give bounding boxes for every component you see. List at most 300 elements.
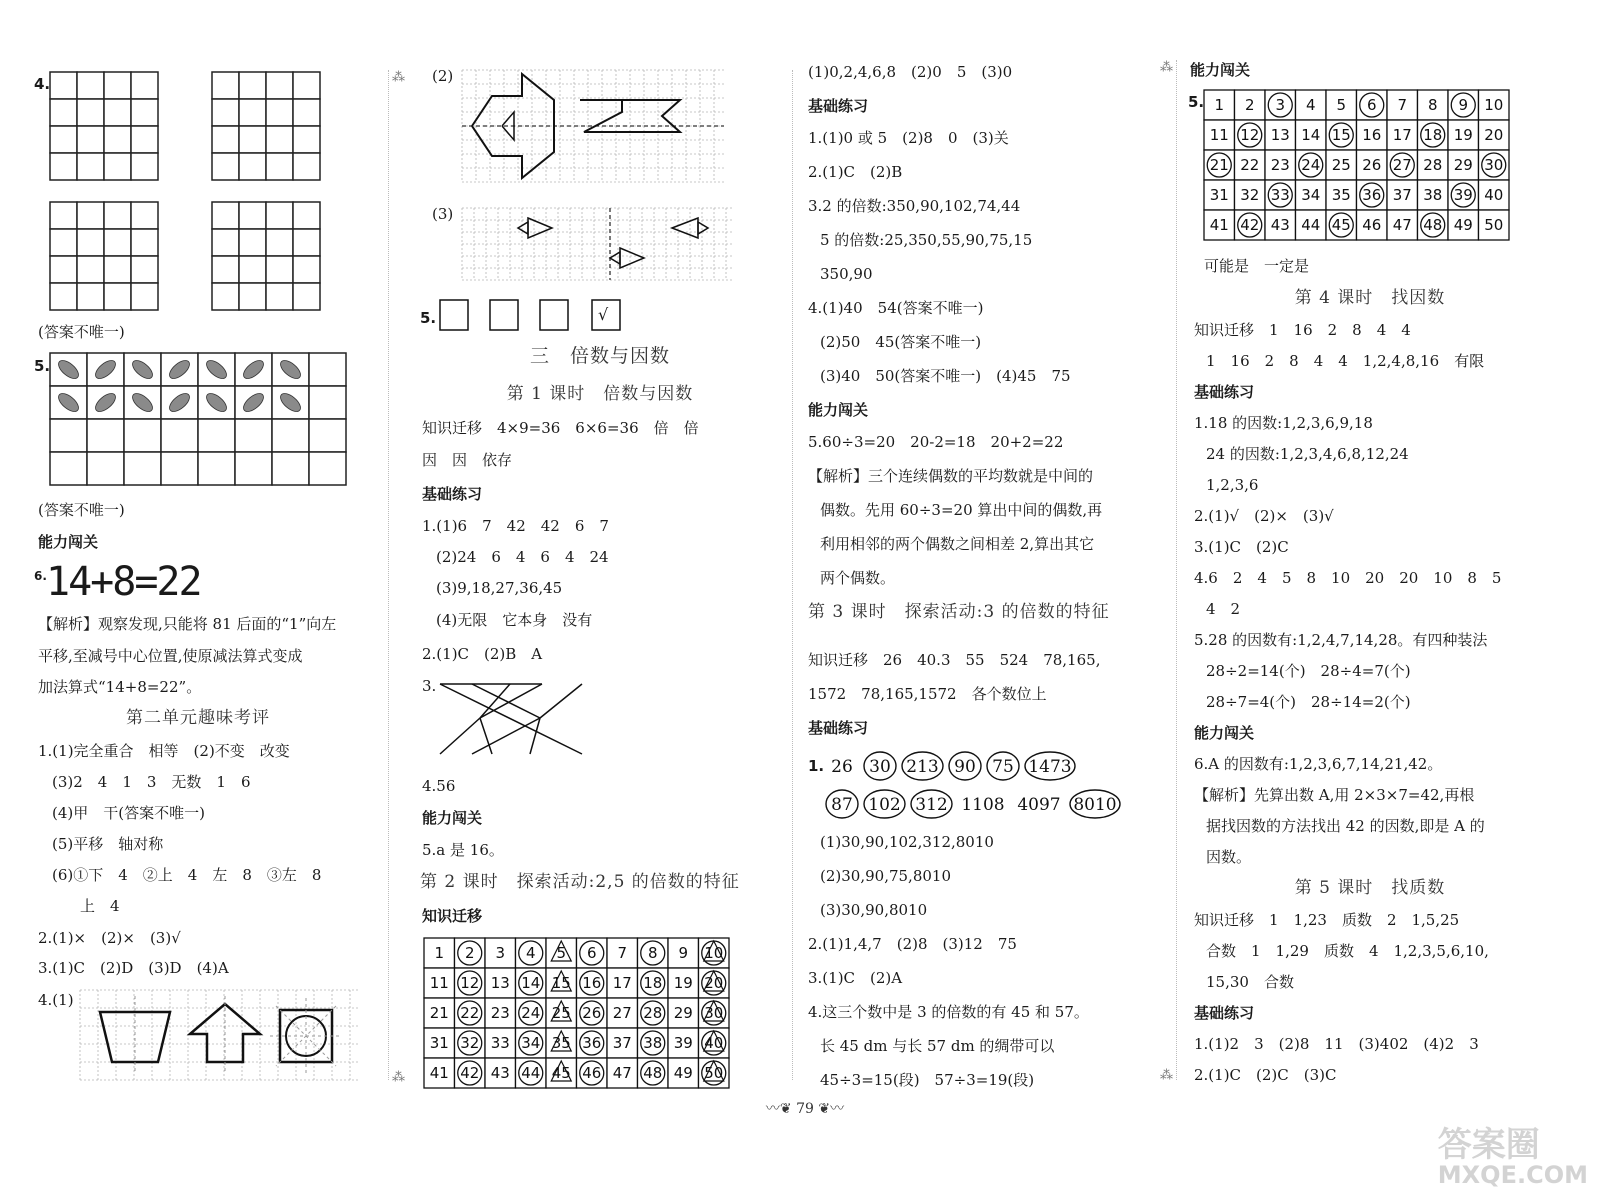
table-number: 34: [1301, 186, 1321, 204]
table-number: 2: [464, 944, 475, 962]
table-number: 29: [1453, 156, 1473, 174]
grid-cell: [50, 202, 77, 229]
table-number: 49: [673, 1064, 693, 1082]
grid-cell: [104, 283, 131, 310]
line: (1)0,2,4,6,8 (2)0 5 (3)0: [808, 63, 1013, 81]
table-number: 50: [1484, 216, 1504, 234]
grid-cell: [124, 452, 161, 485]
q5-label: 5.: [34, 357, 51, 375]
q6-label: 6.: [34, 569, 47, 583]
grid-cell: [50, 126, 77, 153]
grid-cell: [235, 419, 272, 452]
table-number: 35: [1331, 186, 1351, 204]
matching-lines: [432, 678, 592, 760]
grid-cell: [293, 256, 320, 283]
line: (3)40 50(答案不唯一) (4)45 75: [820, 367, 1071, 385]
table-number: 15: [551, 974, 571, 992]
line: 5.60÷3=20 20-2=18 20+2=22: [808, 433, 1064, 451]
grid-cell: [309, 419, 346, 452]
table-number: 40: [704, 1034, 724, 1052]
grid-cell: [212, 202, 239, 229]
grid-cell: [131, 202, 158, 229]
table-number: 47: [612, 1064, 632, 1082]
note-answer-not-unique: (答案不唯一): [38, 323, 125, 341]
section-ability: 能力闯关: [808, 401, 869, 419]
basic-line: 2.(1)C (2)B A: [422, 645, 543, 663]
table-number: 39: [1453, 186, 1473, 204]
line: 利用相邻的两个偶数之间相差 2,算出其它: [820, 535, 1095, 553]
grid-cell: [239, 202, 266, 229]
line: 4.这三个数中是 3 的倍数的有 45 和 57。: [808, 1003, 1089, 1021]
q5-label: 5.: [420, 309, 437, 327]
circled-number: 26: [831, 757, 853, 777]
watermark-logo: 答案圈: [1437, 1125, 1540, 1165]
text-line: 4.6 2 4 5 8 10 20 20 10 8 5: [1194, 569, 1502, 587]
grid-cell: [131, 99, 158, 126]
table-number: 14: [521, 974, 541, 992]
grid-cell: [293, 202, 320, 229]
column-divider: [388, 70, 389, 1080]
analysis-line-1: 【解析】观察发现,只能将 81 后面的“1”向左: [38, 615, 337, 633]
grid-d: [212, 202, 320, 310]
grid-cell: [293, 229, 320, 256]
table-number: 19: [673, 974, 693, 992]
table-number: 15: [1331, 126, 1351, 144]
chapter-title: 三 倍数与因数: [529, 345, 670, 367]
grid-cell: [77, 99, 104, 126]
line: 3.(1)C (2)A: [808, 969, 903, 987]
grid-cell: [266, 72, 293, 99]
text-line: 24 的因数:1,2,3,4,6,8,12,24: [1206, 445, 1409, 463]
item-line: (3)2 4 1 3 无数 1 6: [52, 773, 251, 791]
table-number: 21: [1209, 156, 1229, 174]
item-line: 2.(1)× (2)× (3)√: [38, 929, 181, 947]
line: 偶数。先用 60÷3=20 算出中间的偶数,再: [820, 501, 1103, 519]
grid-cell: [131, 256, 158, 283]
watermark-url: MXQE.COM: [1437, 1161, 1588, 1189]
table-number: 11: [429, 974, 449, 992]
text-line: 15,30 合数: [1206, 973, 1294, 991]
table-number: 27: [612, 1004, 632, 1022]
table-number: 45: [551, 1064, 571, 1082]
after-table: 可能是 一定是: [1204, 257, 1310, 275]
grid-cell: [293, 283, 320, 310]
table-number: 16: [1362, 126, 1382, 144]
table-number: 22: [1240, 156, 1260, 174]
line: 5 的倍数:25,350,55,90,75,15: [820, 231, 1033, 249]
table-number: 5: [556, 944, 567, 962]
grid-cell: [266, 99, 293, 126]
table-number: 36: [1362, 186, 1382, 204]
table-number: 4: [525, 944, 536, 962]
grid-cell: [212, 126, 239, 153]
section-ability: 能力闯关: [38, 533, 99, 551]
grid-c: [50, 202, 158, 310]
table-number: 44: [1301, 216, 1321, 234]
grid-cell: [212, 72, 239, 99]
table-number: 24: [521, 1004, 541, 1022]
knowledge-line-2: 1572 78,165,1572 各个数位上: [808, 685, 1047, 703]
table-number: 32: [460, 1034, 480, 1052]
text-line: 据找因数的方法找出 42 的因数,即是 A 的: [1206, 817, 1485, 835]
grid-cell: [50, 153, 77, 180]
table-number: 42: [460, 1064, 480, 1082]
grid-cell: [235, 452, 272, 485]
table-number: 23: [1270, 156, 1290, 174]
table-number: 12: [1240, 126, 1260, 144]
table-number: 47: [1392, 216, 1412, 234]
knowledge-line-2: 因 因 依存: [422, 451, 513, 469]
grid-cell: [104, 72, 131, 99]
grid-cell: [131, 153, 158, 180]
grid-cell: [87, 452, 124, 485]
grid-cell: [309, 452, 346, 485]
table-number: 25: [551, 1004, 571, 1022]
grid-cell: [239, 283, 266, 310]
grid-cell: [293, 153, 320, 180]
table-number: 28: [643, 1004, 663, 1022]
table-number: 6: [1366, 96, 1377, 114]
part-2-label: (2): [432, 67, 454, 85]
grid-cell: [104, 126, 131, 153]
line: 4.(1)40 54(答案不唯一): [808, 299, 984, 317]
grid-cell: [239, 99, 266, 126]
grid-cell: [293, 72, 320, 99]
circled-number: 8010: [1073, 795, 1117, 815]
table-number: 8: [647, 944, 658, 962]
line: 【解析】三个连续偶数的平均数就是中间的: [808, 467, 1094, 485]
circled-number: 30: [869, 757, 891, 777]
q4-label: 4.: [34, 75, 51, 93]
table-number: 25: [1331, 156, 1351, 174]
item-line: 上 4: [80, 897, 120, 915]
hundred-table-circled: [1204, 90, 1510, 242]
q5-label: 5.: [1188, 93, 1205, 111]
basic-line: (2)24 6 4 6 4 24: [436, 548, 609, 566]
grid-cell: [212, 256, 239, 283]
grid-cell: [212, 153, 239, 180]
line: 2.(1)C (2)B: [808, 163, 903, 181]
unit-title: 第二单元趣味考评: [126, 708, 270, 728]
table-number: 11: [1209, 126, 1229, 144]
table-number: 31: [429, 1034, 449, 1052]
table-number: 36: [582, 1034, 602, 1052]
table-number: 33: [1270, 186, 1290, 204]
grid-cell: [161, 452, 198, 485]
lesson-title-2: 第 2 课时 探索活动:2,5 的倍数的特征: [420, 872, 740, 892]
hundred-table-multiples-2-5: [424, 938, 730, 1093]
text-line: 1.18 的因数:1,2,3,6,9,18: [1194, 414, 1373, 432]
table-number: 26: [582, 1004, 602, 1022]
section-ability: 能力闯关: [422, 809, 483, 827]
table-number: 27: [1392, 156, 1412, 174]
ornament-icon: ⁂: [392, 70, 405, 85]
leaf-grid: [50, 353, 348, 487]
grid-cell: [131, 283, 158, 310]
table-number: 19: [1453, 126, 1473, 144]
basic-line: 3.: [422, 677, 437, 695]
table-number: 1: [434, 944, 445, 962]
table-number: 21: [429, 1004, 449, 1022]
table-number: 17: [1392, 126, 1412, 144]
grid-cell: [104, 256, 131, 283]
analysis-line-3: 加法算式“14+8=22”。: [38, 678, 202, 696]
section-basic: 基础练习: [808, 97, 869, 115]
item-line: (6)①下 4 ②上 4 左 8 ③左 8: [52, 866, 322, 884]
table-number: 9: [1458, 96, 1469, 114]
page-footer: [745, 1098, 865, 1118]
grid-cell: [293, 99, 320, 126]
item-line: 3.(1)C (2)D (3)D (4)A: [38, 959, 229, 977]
check-mark: √: [598, 305, 609, 324]
table-number: 38: [643, 1034, 663, 1052]
grid-cell: [131, 126, 158, 153]
section-basic: 基础练习: [422, 485, 483, 503]
table-number: 17: [612, 974, 632, 992]
circled-number: 90: [954, 757, 976, 777]
grid-cell: [239, 72, 266, 99]
ornament-icon: ❦〰: [818, 1101, 845, 1117]
grid-cell: [104, 202, 131, 229]
basic-line: 1.(1)6 7 42 42 6 7: [422, 517, 609, 535]
table-number: 9: [678, 944, 689, 962]
line: (2)30,90,75,8010: [820, 867, 951, 885]
table-number: 14: [1301, 126, 1321, 144]
grid-cell: [239, 229, 266, 256]
text-line: 知识迁移 1 16 2 8 4 4: [1194, 321, 1411, 339]
table-number: 37: [1392, 186, 1412, 204]
lesson-title-5: 第 5 课时 找质数: [1294, 878, 1446, 898]
table-number: 41: [429, 1064, 449, 1082]
table-number: 39: [673, 1034, 693, 1052]
table-number: 16: [582, 974, 602, 992]
item-line: 1.(1)完全重合 相等 (2)不变 改变: [38, 742, 290, 760]
table-number: 23: [490, 1004, 510, 1022]
text-line: 2.(1)√ (2)× (3)√: [1194, 507, 1334, 525]
section-heading: 基础练习: [1194, 383, 1255, 401]
analysis-line-2: 平移,至减号中心位置,使原减法算式变成: [38, 647, 303, 665]
circled-label: 1.: [808, 757, 825, 775]
item-line: 4.(1): [38, 991, 74, 1009]
column-divider: [792, 70, 793, 1080]
part-3-label: (3): [432, 205, 454, 223]
text-line: 【解析】先算出数 A,用 2×3×7=42,再根: [1194, 786, 1475, 804]
circled-number: 4097: [1017, 795, 1061, 815]
section-knowledge: 知识迁移: [422, 907, 483, 925]
text-line: 2.(1)C (2)C (3)C: [1194, 1066, 1337, 1084]
grid-cell: [198, 452, 235, 485]
table-number: 41: [1209, 216, 1229, 234]
grid-cell: [77, 229, 104, 256]
grid-cell: [198, 419, 235, 452]
grid-cell: [104, 153, 131, 180]
grid-cell: [272, 419, 309, 452]
table-number: 3: [495, 944, 506, 962]
grid-cell: [239, 153, 266, 180]
grid-cell: [266, 256, 293, 283]
grid-a: [50, 72, 158, 180]
table-number: 26: [1362, 156, 1382, 174]
table-number: 46: [582, 1064, 602, 1082]
line: (2)50 45(答案不唯一): [820, 333, 982, 351]
circled-number: 213: [906, 757, 939, 777]
column-divider: [1176, 60, 1177, 1080]
grid-cell: [77, 283, 104, 310]
matchstick-equation: 14+8=22: [46, 559, 201, 605]
circled-numbers: [822, 748, 1117, 824]
grid-cell: [104, 229, 131, 256]
symmetry-figures: [80, 990, 360, 1080]
grid-cell: [50, 452, 87, 485]
grid-cell: [50, 72, 77, 99]
table-number: 45: [1331, 216, 1351, 234]
table-number: 20: [1484, 126, 1504, 144]
table-number: 42: [1240, 216, 1260, 234]
text-line: 合数 1 1,29 质数 4 1,2,3,5,6,10,: [1206, 942, 1489, 960]
text-line: 3.(1)C (2)C: [1194, 538, 1289, 556]
grid-cell: [87, 419, 124, 452]
grid-cell: [293, 126, 320, 153]
table-number: 8: [1427, 96, 1438, 114]
table-number: 6: [586, 944, 597, 962]
text-line: 1.(1)2 3 (2)8 11 (3)402 (4)2 3: [1194, 1035, 1479, 1053]
line: 45÷3=15(段) 57÷3=19(段): [820, 1071, 1035, 1089]
table-number: 22: [460, 1004, 480, 1022]
table-number: 1: [1214, 96, 1225, 114]
watermark: [1438, 1127, 1588, 1187]
q5-answer: 5.a 是 16。: [422, 841, 504, 859]
table-number: 28: [1423, 156, 1443, 174]
text-line: 28÷7=4(个) 28÷14=2(个): [1206, 693, 1411, 711]
grid-cell: [266, 283, 293, 310]
grid-cell: [104, 99, 131, 126]
note-answer-not-unique-2: (答案不唯一): [38, 501, 125, 519]
text-line: 6.A 的因数有:1,2,3,6,7,14,21,42。: [1194, 755, 1443, 773]
grid-cell: [50, 283, 77, 310]
grid-cell: [212, 99, 239, 126]
table-number: 46: [1362, 216, 1382, 234]
table-number: 31: [1209, 186, 1229, 204]
grid-cell: [239, 126, 266, 153]
circled-number: 75: [992, 757, 1014, 777]
circled-number: 312: [915, 795, 948, 815]
grid-cell: [266, 202, 293, 229]
ornament-icon: ⁂: [392, 1070, 405, 1085]
knowledge-line-1: 知识迁移 4×9=36 6×6=36 倍 倍: [422, 419, 699, 437]
fish-translate-grid: [462, 208, 734, 280]
text-line: 1 16 2 8 4 4 1,2,4,8,16 有限: [1206, 352, 1485, 370]
grid-cell: [77, 153, 104, 180]
table-number: 40: [1484, 186, 1504, 204]
table-number: 7: [1397, 96, 1408, 114]
table-number: 34: [521, 1034, 541, 1052]
line: 长 45 dm 与长 57 dm 的绸带可以: [820, 1037, 1055, 1055]
table-number: 18: [643, 974, 663, 992]
table-number: 4: [1305, 96, 1316, 114]
section-ability: 能力闯关: [1190, 61, 1251, 79]
table-number: 12: [460, 974, 480, 992]
grid-cell: [266, 229, 293, 256]
page-number: 79: [796, 1101, 814, 1117]
grid-cell: [50, 419, 87, 452]
text-line: 28÷2=14(个) 28÷4=7(个): [1206, 662, 1411, 680]
text-line: 5.28 的因数有:1,2,4,7,14,28。有四种装法: [1194, 631, 1488, 649]
grid-cell: [161, 419, 198, 452]
line: 两个偶数。: [820, 569, 896, 587]
ornament-icon: 〰❦: [765, 1101, 792, 1117]
line: 3.2 的倍数:350,90,102,74,44: [808, 197, 1021, 215]
grid-cell: [309, 353, 346, 386]
table-number: 18: [1423, 126, 1443, 144]
basic-line: (3)9,18,27,36,45: [436, 579, 563, 597]
table-number: 5: [1336, 96, 1347, 114]
fish-symmetry-grid: [462, 70, 724, 182]
line: (1)30,90,102,312,8010: [820, 833, 994, 851]
grid-cell: [77, 202, 104, 229]
table-number: 44: [521, 1064, 541, 1082]
table-number: 10: [704, 944, 724, 962]
table-number: 37: [612, 1034, 632, 1052]
table-number: 50: [704, 1064, 724, 1082]
basic-line: (4)无限 它本身 没有: [436, 611, 593, 629]
grid-cell: [50, 256, 77, 283]
circled-number: 1108: [961, 795, 1005, 815]
text-line: 1,2,3,6: [1206, 476, 1259, 494]
q4-answer: 4.56: [422, 777, 456, 795]
circled-number: 102: [868, 795, 901, 815]
item-line: (4)甲 干(答案不唯一): [52, 804, 205, 822]
grid-cell: [131, 229, 158, 256]
item-line: (5)平移 轴对称: [52, 835, 164, 853]
knowledge-line-1: 知识迁移 26 40.3 55 524 78,165,: [808, 651, 1101, 669]
text-line: 知识迁移 1 1,23 质数 2 1,5,25: [1194, 911, 1460, 929]
grid-cell: [77, 126, 104, 153]
ornament-icon: ⁂: [1160, 60, 1173, 75]
line: (3)30,90,8010: [820, 901, 928, 919]
grid-cell: [239, 256, 266, 283]
section-heading: 能力闯关: [1194, 724, 1255, 742]
circled-number: 1473: [1028, 757, 1072, 777]
grid-cell: [124, 419, 161, 452]
grid-cell: [309, 386, 346, 419]
table-number: 43: [1270, 216, 1290, 234]
grid-b: [212, 72, 320, 180]
line: 350,90: [820, 265, 873, 283]
lesson-title-4: 第 4 课时 找因数: [1294, 288, 1446, 308]
table-number: 13: [1270, 126, 1290, 144]
table-number: 3: [1275, 96, 1286, 114]
circled-number: 87: [831, 795, 853, 815]
table-number: 20: [704, 974, 724, 992]
grid-cell: [50, 99, 77, 126]
line: 2.(1)1,4,7 (2)8 (3)12 75: [808, 935, 1017, 953]
section-basic: 基础练习: [808, 719, 869, 737]
ornament-icon: ⁂: [1160, 1068, 1173, 1083]
table-number: 30: [704, 1004, 724, 1022]
grid-cell: [77, 256, 104, 283]
table-number: 43: [490, 1064, 510, 1082]
table-number: 30: [1484, 156, 1504, 174]
table-number: 32: [1240, 186, 1260, 204]
table-number: 13: [490, 974, 510, 992]
text-line: 4 2: [1206, 600, 1241, 618]
table-number: 48: [643, 1064, 663, 1082]
table-number: 7: [617, 944, 628, 962]
line: 1.(1)0 或 5 (2)8 0 (3)关: [808, 129, 1009, 147]
text-line: 因数。: [1206, 848, 1252, 866]
table-number: 38: [1423, 186, 1443, 204]
table-number: 35: [551, 1034, 571, 1052]
